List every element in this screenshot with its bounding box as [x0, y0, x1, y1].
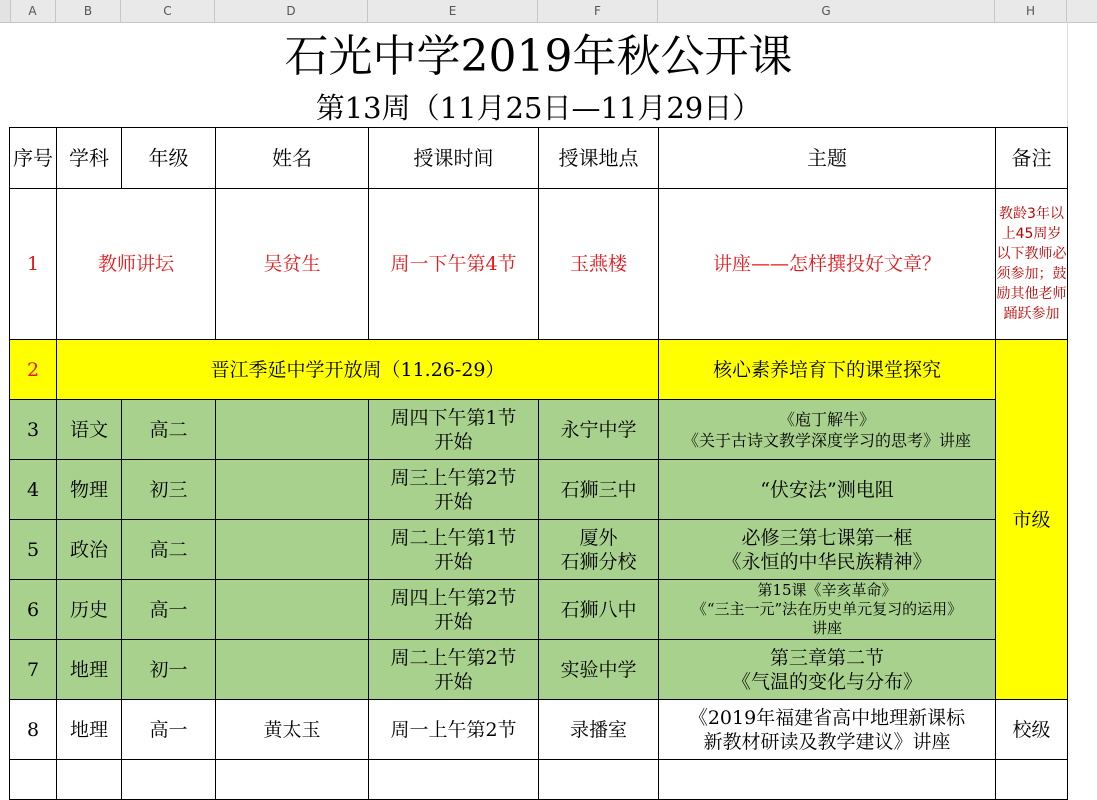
- cell-topic-line: 新教材研读及教学建议》讲座: [703, 730, 951, 753]
- table-row-5: [10, 520, 1068, 580]
- header-name[interactable]: 姓名: [216, 128, 369, 189]
- cell-seq[interactable]: 3: [10, 400, 57, 460]
- cell-empty[interactable]: [996, 760, 1068, 800]
- cell-time-line: 周四下午第1节: [390, 406, 517, 429]
- cell-time[interactable]: [369, 640, 539, 700]
- cell-topic-line: 讲座: [811, 619, 842, 637]
- cell-subject[interactable]: 地理: [57, 640, 122, 700]
- schedule-table: [9, 127, 1068, 800]
- header-subject[interactable]: 学科: [57, 128, 122, 189]
- cell-time[interactable]: [369, 460, 539, 520]
- cell-topic[interactable]: [659, 700, 996, 760]
- cell-topic-line: 《关于古诗文教学深度学习的思考》讲座: [682, 430, 971, 450]
- cell-grade[interactable]: 高一: [122, 700, 216, 760]
- cell-time-line: 开始: [434, 670, 473, 693]
- column-header-d[interactable]: D: [215, 0, 368, 22]
- cell-time-line: 周三上午第2节: [390, 466, 517, 489]
- table-header-row: [10, 128, 1068, 189]
- cell-time-line: 开始: [434, 550, 473, 573]
- cell-time[interactable]: 周一下午第4节: [369, 189, 539, 340]
- column-header-c[interactable]: C: [121, 0, 215, 22]
- cell-event[interactable]: 晋江季延中学开放周（11.26-29）: [57, 340, 659, 400]
- cell-time[interactable]: 周一上午第2节: [369, 700, 539, 760]
- cell-seq[interactable]: 2: [10, 340, 57, 400]
- cell-topic-line: 《庖丁解牛》: [778, 409, 875, 429]
- cell-topic-line: 必修三第七课第一框: [741, 526, 913, 549]
- cell-grade[interactable]: 初一: [122, 640, 216, 700]
- cell-seq[interactable]: 1: [10, 189, 57, 340]
- table-row-6: [10, 580, 1068, 640]
- cell-place-line: 厦外: [579, 526, 618, 549]
- cell-place[interactable]: 永宁中学: [539, 400, 659, 460]
- column-header-bar: [0, 0, 1097, 23]
- cell-place[interactable]: 石狮三中: [539, 460, 659, 520]
- cell-topic[interactable]: [659, 400, 996, 460]
- cell-topic-line: 第三章第二节: [769, 646, 884, 669]
- cell-remark[interactable]: 教龄3年以上45周岁以下教师必须参加；鼓励其他老师踊跃参加: [996, 189, 1068, 340]
- table-row-1: [10, 189, 1068, 340]
- cell-name[interactable]: [216, 400, 369, 460]
- column-header-b[interactable]: B: [56, 0, 121, 22]
- header-place[interactable]: 授课地点: [539, 128, 659, 189]
- cell-place[interactable]: [539, 520, 659, 580]
- sheet-title[interactable]: 石光中学2019年秋公开课: [284, 31, 793, 82]
- cell-topic-line: 第15课《辛亥革命》: [757, 581, 897, 599]
- cell-seq[interactable]: 8: [10, 700, 57, 760]
- cell-name[interactable]: 吴贫生: [216, 189, 369, 340]
- cell-topic[interactable]: 核心素养培育下的课堂探究: [659, 340, 996, 400]
- cell-subject[interactable]: 语文: [57, 400, 122, 460]
- cell-time-line: 周二上午第2节: [390, 646, 517, 669]
- cell-subject[interactable]: 地理: [57, 700, 122, 760]
- cell-topic[interactable]: “伏安法”测电阻: [659, 460, 996, 520]
- header-grade[interactable]: 年级: [122, 128, 216, 189]
- cell-remark-city[interactable]: 市级: [996, 340, 1068, 700]
- cell-grade[interactable]: 高二: [122, 520, 216, 580]
- cell-time-line: 开始: [434, 610, 473, 633]
- cell-topic[interactable]: [659, 580, 996, 640]
- cell-seq[interactable]: 7: [10, 640, 57, 700]
- cell-subject[interactable]: 历史: [57, 580, 122, 640]
- cell-category[interactable]: 教师讲坛: [57, 189, 216, 340]
- cell-empty[interactable]: [216, 760, 369, 800]
- cell-subject[interactable]: 政治: [57, 520, 122, 580]
- cell-place-line: 石狮分校: [560, 550, 637, 573]
- header-topic[interactable]: 主题: [659, 128, 996, 189]
- table-row-7: [10, 640, 1068, 700]
- column-header-f[interactable]: F: [538, 0, 658, 22]
- cell-time[interactable]: [369, 520, 539, 580]
- cell-name[interactable]: [216, 580, 369, 640]
- cell-empty[interactable]: [539, 760, 659, 800]
- cell-topic[interactable]: [659, 520, 996, 580]
- cell-time-line: 开始: [434, 430, 473, 453]
- cell-remark[interactable]: 校级: [996, 700, 1068, 760]
- cell-empty[interactable]: [659, 760, 996, 800]
- cell-place[interactable]: 石狮八中: [539, 580, 659, 640]
- cell-time-line: 周四上午第2节: [390, 586, 517, 609]
- table-row-2: [10, 340, 1068, 400]
- cell-topic-line: 《永恒的中华民族精神》: [722, 550, 932, 573]
- cell-empty[interactable]: [369, 760, 539, 800]
- cell-seq[interactable]: 5: [10, 520, 57, 580]
- cell-topic[interactable]: [659, 640, 996, 700]
- column-header-g[interactable]: G: [658, 0, 995, 22]
- cell-seq[interactable]: 4: [10, 460, 57, 520]
- cell-grade[interactable]: 高一: [122, 580, 216, 640]
- header-remark[interactable]: 备注: [996, 128, 1068, 189]
- cell-place[interactable]: 实验中学: [539, 640, 659, 700]
- cell-subject[interactable]: 物理: [57, 460, 122, 520]
- column-header-a[interactable]: A: [10, 0, 56, 22]
- table-row-empty: [10, 760, 1068, 800]
- cell-place[interactable]: 玉燕楼: [539, 189, 659, 340]
- cell-name[interactable]: [216, 460, 369, 520]
- cell-empty[interactable]: [57, 760, 122, 800]
- cell-name[interactable]: [216, 520, 369, 580]
- header-seq[interactable]: 序号: [10, 128, 57, 189]
- sheet-subtitle[interactable]: 第13周（11月25日—11月29日）: [315, 91, 762, 125]
- header-time[interactable]: 授课时间: [369, 128, 539, 189]
- cell-empty[interactable]: [10, 760, 57, 800]
- cell-time-line: 周二上午第1节: [390, 526, 517, 549]
- table-row-8: [10, 700, 1068, 760]
- cell-name[interactable]: [216, 640, 369, 700]
- table-row-4: [10, 460, 1068, 520]
- column-header-h[interactable]: H: [995, 0, 1067, 22]
- cell-time[interactable]: [369, 580, 539, 640]
- cell-time-line: 开始: [434, 490, 473, 513]
- table-row-3: [10, 400, 1068, 460]
- cell-place[interactable]: 录播室: [539, 700, 659, 760]
- cell-name[interactable]: 黄太玉: [216, 700, 369, 760]
- cell-topic-line: 《气温的变化与分布》: [731, 670, 922, 693]
- cell-topic-line: 《“三主一元”法在历史单元复习的运用》: [691, 600, 963, 618]
- cell-topic[interactable]: 讲座——怎样撰投好文章？: [659, 189, 996, 340]
- cell-grade[interactable]: 高二: [122, 400, 216, 460]
- cell-grade[interactable]: 初三: [122, 460, 216, 520]
- cell-time[interactable]: [369, 400, 539, 460]
- cell-empty[interactable]: [122, 760, 216, 800]
- cell-topic-line: 《2019年福建省高中地理新课标: [688, 706, 966, 729]
- column-header-e[interactable]: E: [368, 0, 538, 22]
- cell-seq[interactable]: 6: [10, 580, 57, 640]
